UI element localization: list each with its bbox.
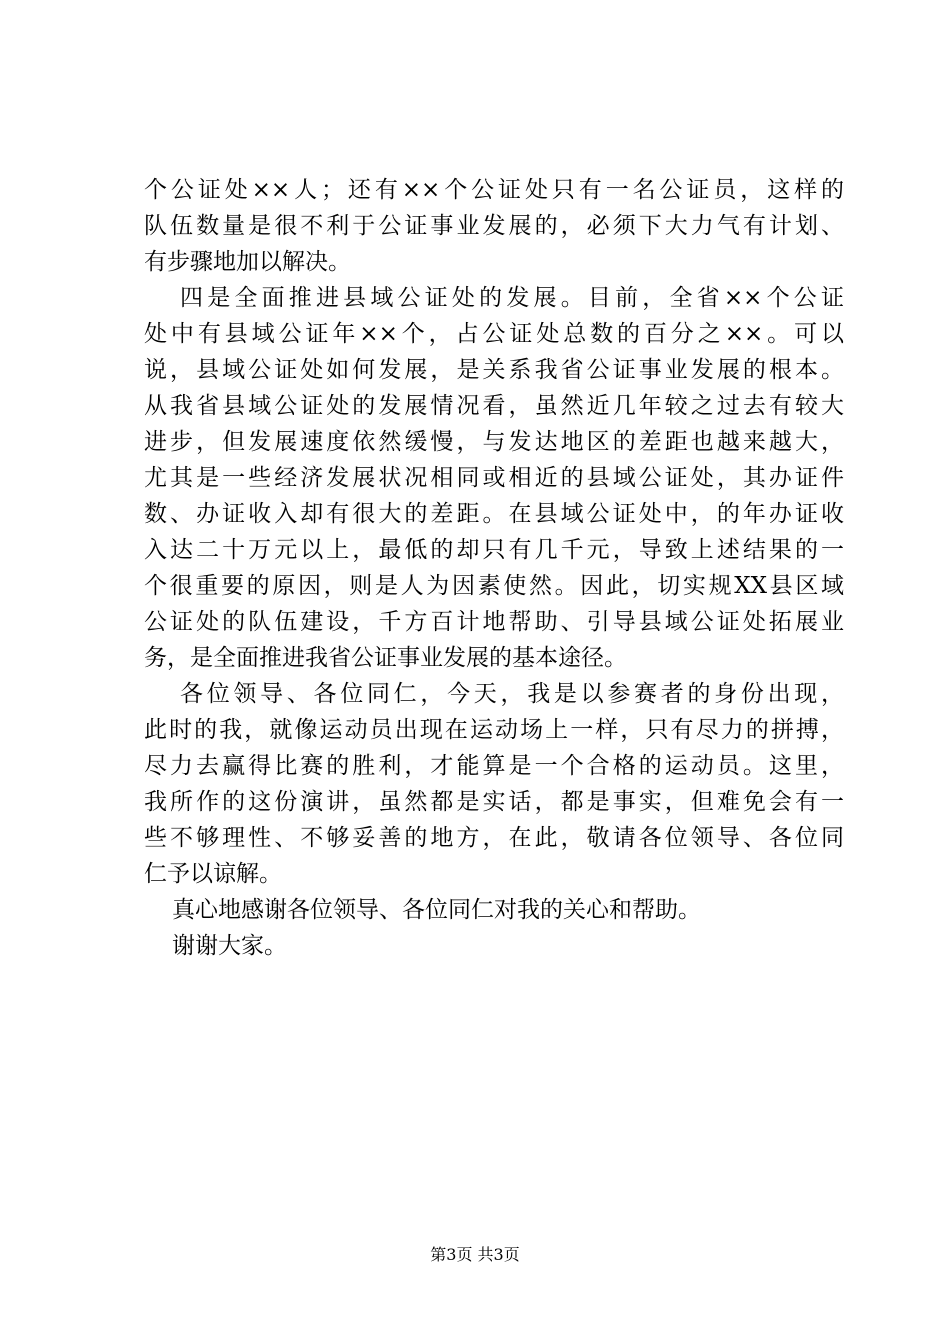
document-body [144,172,844,964]
text-line: 真心地感谢各位领导、各位同仁对我的关心和帮助。 [172,897,701,923]
text-line: 从我省县域公证处的发展情况看，虽然近几年较之过去有较大 [144,393,844,419]
text-line: 公证处的队伍建设，千方百计地帮助、引导县域公证处拓展业 [144,609,844,635]
text-line: 进步，但发展速度依然缓慢，与发达地区的差距也越来越大， [144,429,844,455]
text-line: 此时的我，就像运动员出现在运动场上一样，只有尽力的拼搏， [144,717,844,743]
text-line: 四是全面推进县域公证处的发展。目前，全省××个公证 [180,285,844,311]
text-line: 入达二十万元以上，最低的却只有几千元，导致上述结果的一 [144,537,844,563]
page-number-footer: 第3页 共3页 [430,1245,520,1264]
text-line: 个很重要的原因，则是人为因素使然。因此，切实规XX县区域 [144,573,844,599]
text-line: 我所作的这份演讲，虽然都是实话，都是事实，但难免会有一 [144,789,844,815]
text-line: 务，是全面推进我省公证事业发展的基本途径。 [144,645,627,671]
text-line: 尤其是一些经济发展状况相同或相近的县域公证处，其办证件 [144,465,844,491]
text-line: 个公证处××人；还有××个公证处只有一名公证员，这样的 [144,177,844,203]
text-line: 处中有县域公证年××个，占公证处总数的百分之××。可以 [144,321,844,347]
text-line: 谢谢大家。 [172,933,287,959]
text-line: 数、办证收入却有很大的差距。在县域公证处中，的年办证收 [144,501,844,527]
text-line: 各位领导、各位同仁，今天，我是以参赛者的身份出现， [180,681,844,707]
text-line: 尽力去赢得比赛的胜利，才能算是一个合格的运动员。这里， [144,753,844,779]
text-line: 说，县域公证处如何发展，是关系我省公证事业发展的根本。 [144,357,844,383]
text-line: 有步骤地加以解决。 [144,249,351,275]
text-line: 队伍数量是很不利于公证事业发展的，必须下大力气有计划、 [144,213,844,239]
text-line: 些不够理性、不够妥善的地方，在此，敬请各位领导、各位同 [144,825,844,851]
text-line: 仁予以谅解。 [144,861,282,887]
